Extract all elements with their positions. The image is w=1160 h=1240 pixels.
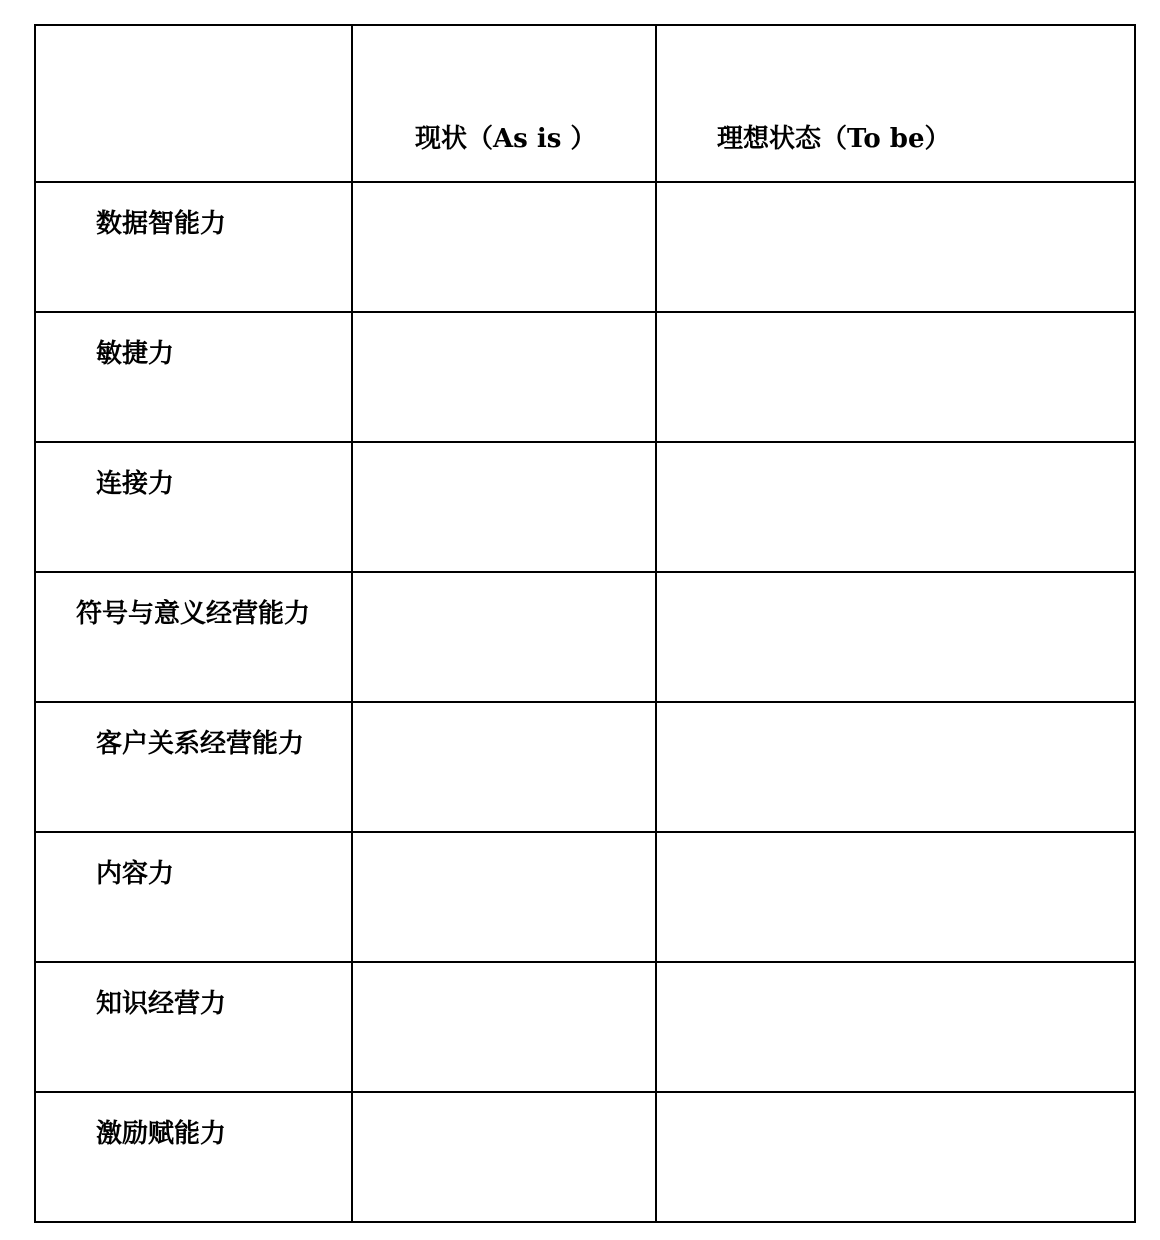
table-row (35, 442, 1135, 572)
as-is-cell[interactable] (352, 832, 656, 962)
to-be-cell[interactable] (656, 312, 1135, 442)
header-cell-corner (35, 25, 352, 182)
to-be-cell[interactable] (656, 182, 1135, 312)
row-label-cell (35, 832, 352, 962)
header-row (35, 25, 1135, 182)
row-label: 知识经营力 (96, 989, 227, 1019)
as-is-cell[interactable] (352, 572, 656, 702)
as-is-cell[interactable] (352, 1092, 656, 1222)
row-label-cell (35, 1092, 352, 1222)
table-row (35, 832, 1135, 962)
row-label-cell (35, 442, 352, 572)
as-is-cell[interactable] (352, 962, 656, 1092)
to-be-cell[interactable] (656, 962, 1135, 1092)
row-label-cell (35, 572, 352, 702)
table-row (35, 182, 1135, 312)
table-row (35, 702, 1135, 832)
header-as-is-label: 现状（As is ） (415, 124, 597, 154)
row-label: 连接力 (96, 469, 175, 499)
to-be-cell[interactable] (656, 442, 1135, 572)
to-be-cell[interactable] (656, 1092, 1135, 1222)
row-label: 符号与意义经营能力 (76, 599, 311, 629)
row-label: 敏捷力 (96, 339, 175, 369)
row-label: 数据智能力 (96, 209, 227, 239)
row-label: 客户关系经营能力 (96, 729, 305, 759)
to-be-cell[interactable] (656, 832, 1135, 962)
row-label-cell (35, 312, 352, 442)
table-row (35, 962, 1135, 1092)
header-cell-as-is (352, 25, 656, 182)
header-to-be-label: 理想状态（To be） (717, 124, 951, 154)
header-cell-to-be (656, 25, 1135, 182)
row-label: 内容力 (96, 859, 175, 889)
table-row (35, 312, 1135, 442)
row-label-cell (35, 702, 352, 832)
as-is-cell[interactable] (352, 312, 656, 442)
capability-assessment-table (34, 24, 1136, 1223)
as-is-cell[interactable] (352, 442, 656, 572)
to-be-cell[interactable] (656, 702, 1135, 832)
table-row (35, 572, 1135, 702)
table-row (35, 1092, 1135, 1222)
to-be-cell[interactable] (656, 572, 1135, 702)
row-label-cell (35, 182, 352, 312)
as-is-cell[interactable] (352, 702, 656, 832)
row-label: 激励赋能力 (96, 1119, 227, 1149)
row-label-cell (35, 962, 352, 1092)
as-is-cell[interactable] (352, 182, 656, 312)
